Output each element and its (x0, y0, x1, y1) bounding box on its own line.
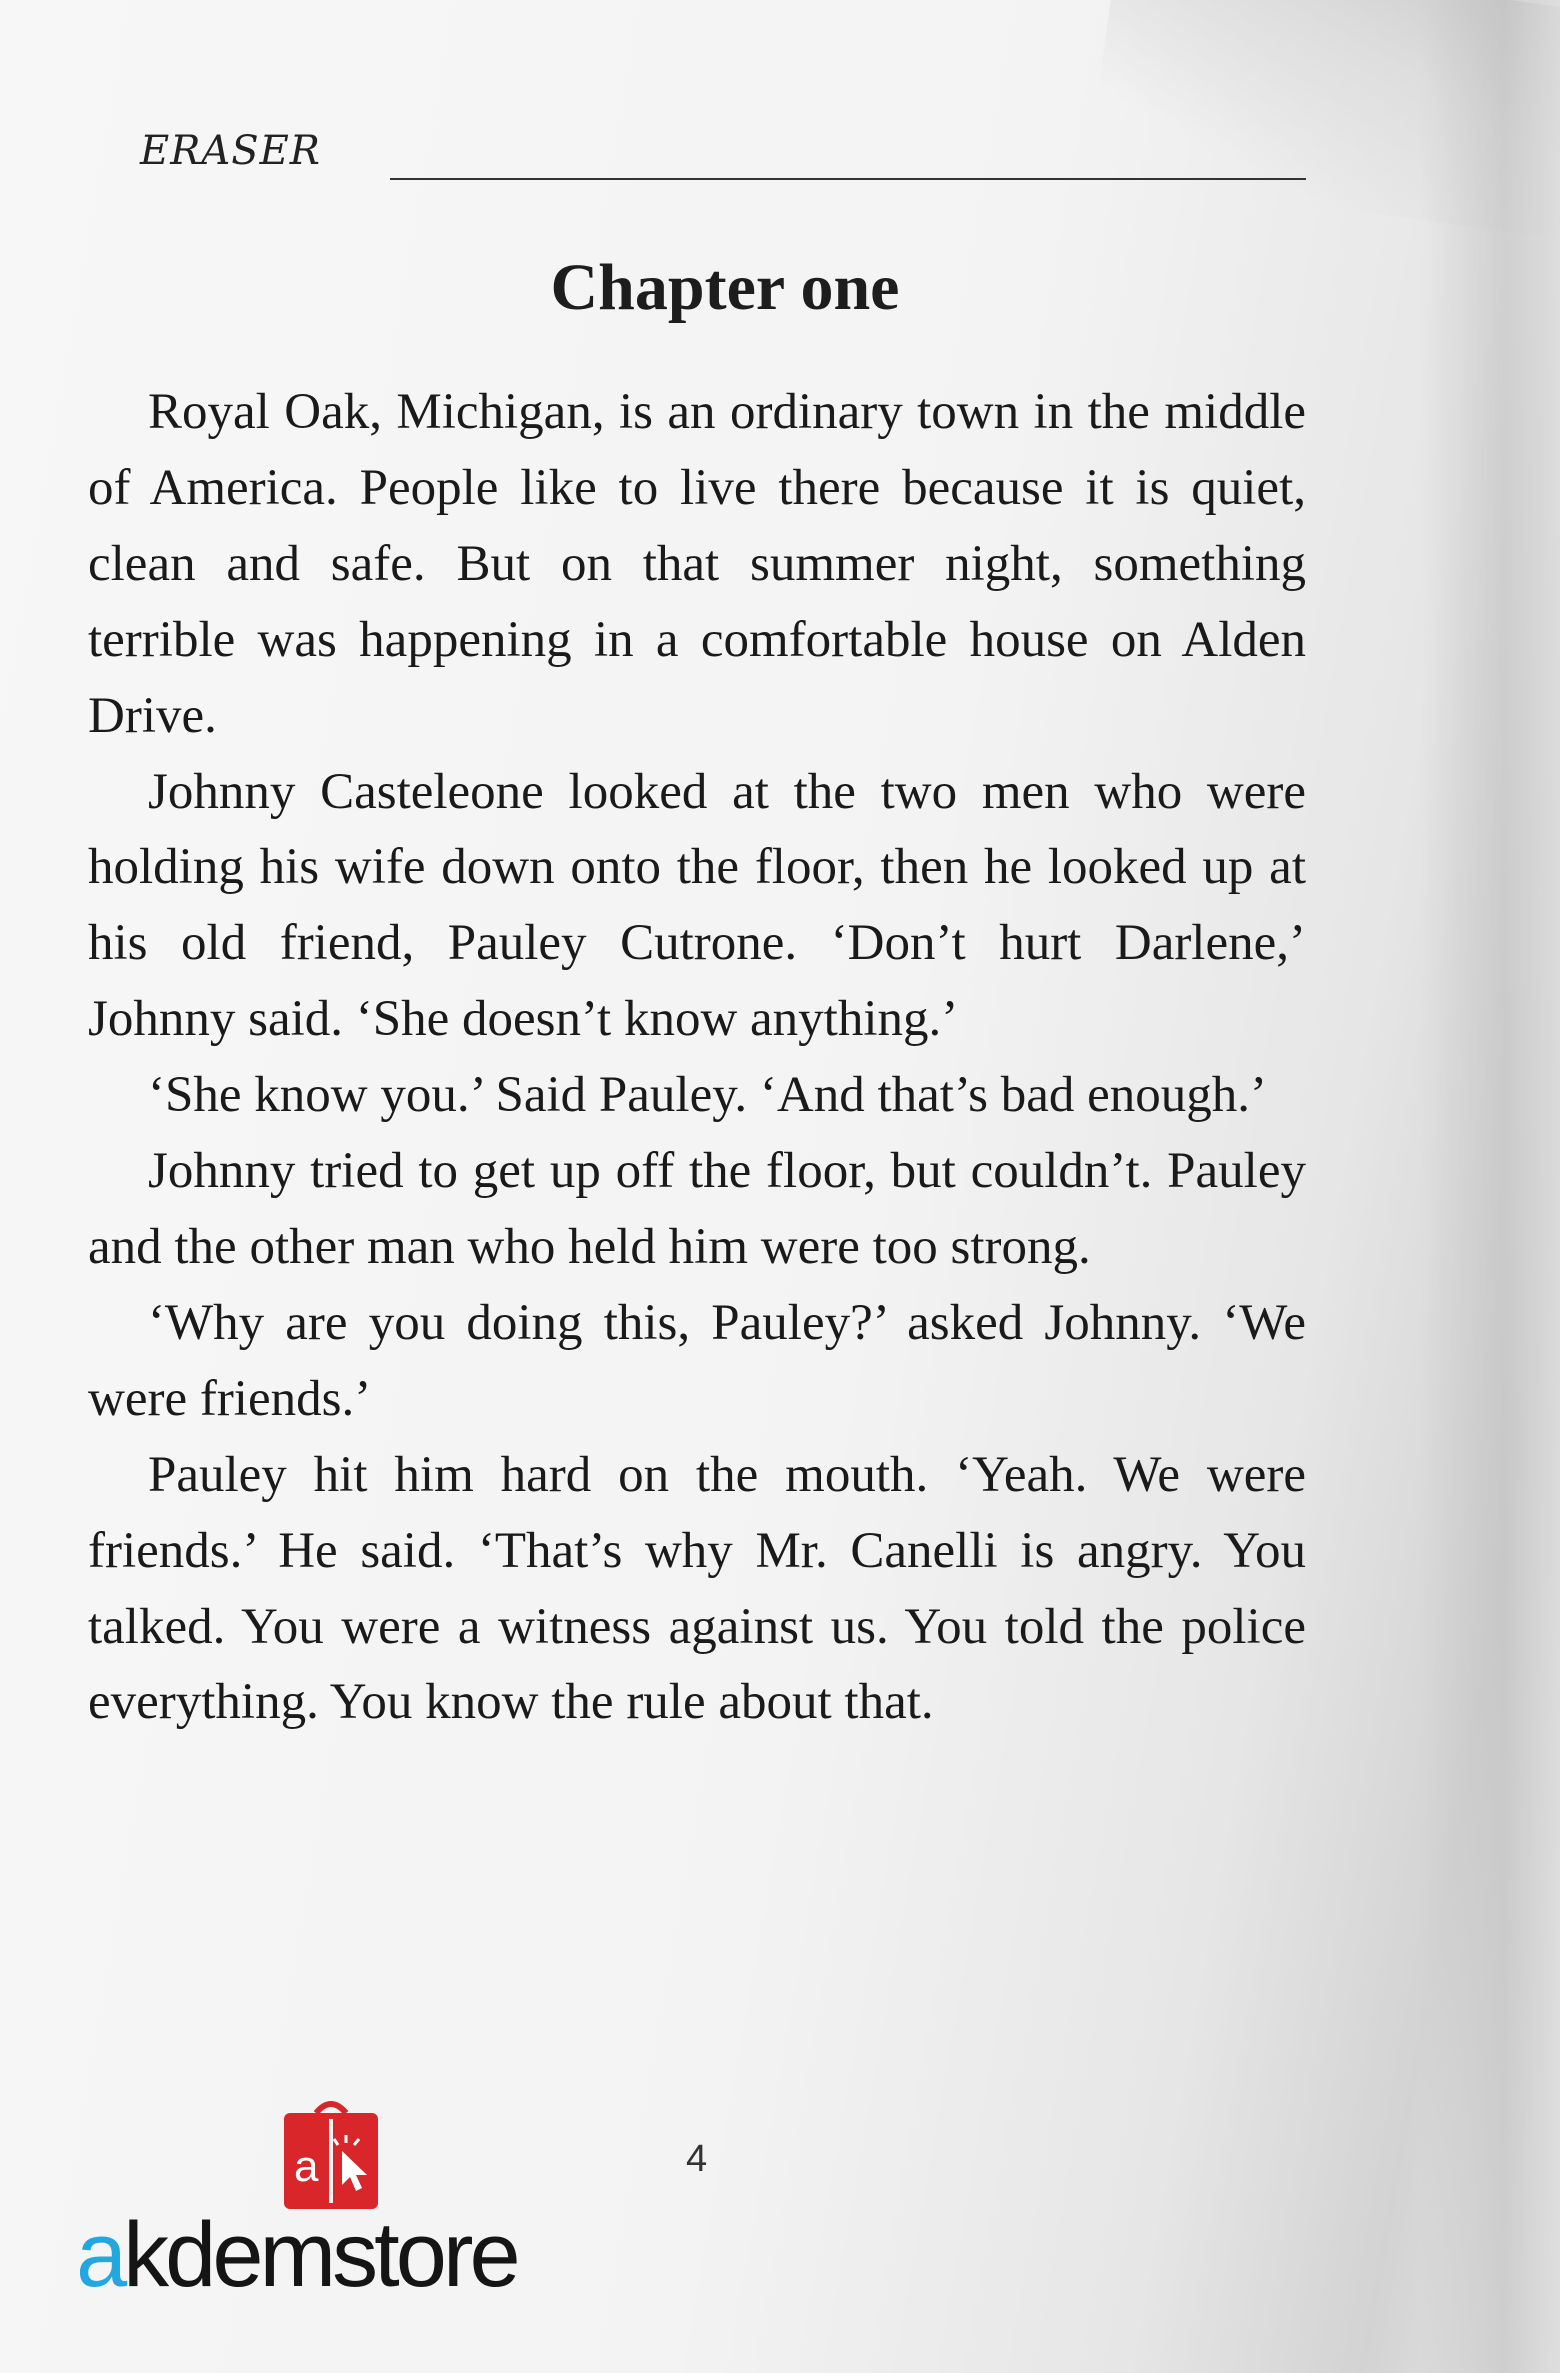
paragraph: Pauley hit him hard on the mouth. ‘Yeah. We were friends.’ He said. ‘That’s why Mr. Canelli is angry. You talked. You were a witness against us. You told the police everything. You know the rule about that. (88, 1446, 1306, 1731)
svg-text:a: a (294, 2142, 319, 2191)
header-rule (390, 178, 1306, 180)
store-watermark-logo (76, 2095, 596, 2305)
chapter-title: Chapter one (550, 251, 900, 324)
page-number: 4 (686, 2138, 708, 2180)
paragraph: Johnny Casteleone looked at the two men who were holding his wife down onto the floor, then he looked up at his old friend, Pauley Cutrone. ‘Don’t hurt Darlene,’ Johnny said. ‘She doesn’t know anything.’ (88, 763, 1306, 1048)
paragraph: ‘She know you.’ Said Pauley. ‘And that’s bad enough.’ (148, 1067, 1267, 1124)
paragraph: Royal Oak, Michigan, is an ordinary town in the middle of America. People like to live there because it is quiet, clean and safe. But on that summer night, something terrible was happening in a comfortable house on Alden Drive. (88, 384, 1306, 744)
body-text (88, 375, 1306, 1741)
store-name (76, 2203, 517, 2308)
running-title: ERASER (140, 128, 321, 174)
paragraph: Johnny tried to get up off the floor, but couldn’t. Pauley and the other man who held him were too strong. (88, 1143, 1306, 1275)
store-name-accent: a (76, 2204, 124, 2306)
store-name-rest: kdemstore (123, 2204, 517, 2306)
book-cart-icon (276, 2095, 386, 2213)
page-edge-shadow (1420, 0, 1560, 2373)
paragraph: ‘Why are you doing this, Pauley?’ asked Johnny. ‘We were friends.’ (88, 1294, 1306, 1427)
running-header (132, 128, 1306, 188)
